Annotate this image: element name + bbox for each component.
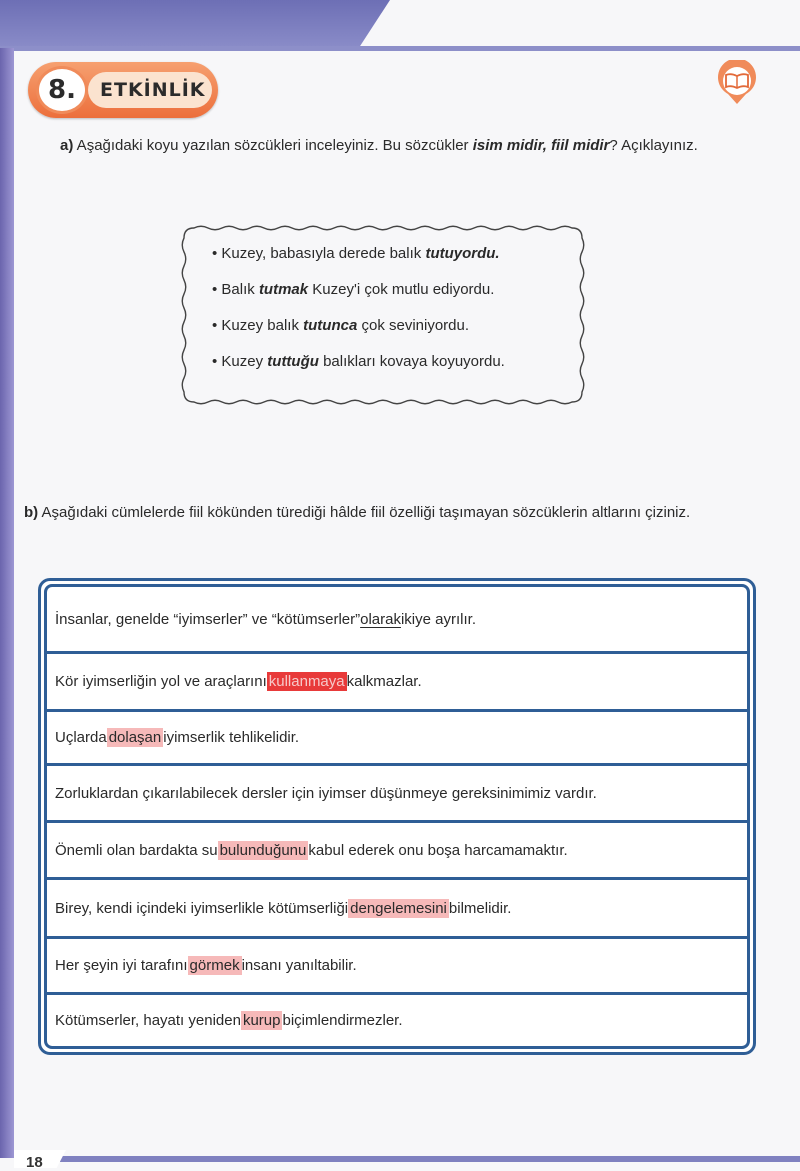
instruction-b-label: b) bbox=[24, 504, 39, 521]
instruction-b-text: Aşağıdaki cümlelerde fiil kökünden türediği hâlde fiil özelliği taşımayan sözcüklerin altlarını çiziniz. bbox=[38, 504, 691, 521]
page-number: 18 bbox=[26, 1154, 43, 1171]
top-rule bbox=[0, 46, 800, 51]
marked-word: görmek bbox=[189, 957, 240, 974]
activity-number: 8. bbox=[36, 66, 88, 114]
marked-word: bulunduğunu bbox=[219, 841, 307, 859]
instruction-a-text: Aşağıdaki koyu yazılan sözcükleri inceleyiniz. Bu sözcükler bbox=[73, 137, 473, 154]
sentence-row: İnsanlar, genelde “iyimserler” ve “kötümserler” olarak ikiye ayrılır. bbox=[47, 587, 747, 654]
instruction-a-text-end: ? Açıklayınız. bbox=[609, 137, 698, 154]
instruction-b bbox=[24, 500, 760, 525]
marked-word: olarak bbox=[360, 610, 401, 628]
marked-word: kurup bbox=[242, 1012, 281, 1029]
sentence-row: Önemli olan bardakta su bulunduğunu kabul ederek onu boşa harcamamaktır. bbox=[47, 823, 747, 880]
instruction-a-label: a) bbox=[60, 137, 74, 154]
bottom-rule bbox=[60, 1156, 800, 1162]
activity-title: ETKİNLİK bbox=[100, 79, 206, 101]
sentence-row: Kötümserler, hayatı yeniden kurup biçimlendirmezler. bbox=[55, 1012, 403, 1029]
marked-word: dengelemesini bbox=[350, 899, 447, 917]
sentence-row: Her şeyin iyi tarafını görmek insanı yanıltabilir. bbox=[47, 939, 747, 995]
book-icon bbox=[714, 60, 760, 106]
example-item: • Balık tutmak Kuzey'i çok mutlu ediyordu. bbox=[212, 281, 495, 298]
example-item: • Kuzey, babasıyla derede balık tutuyordu. bbox=[212, 245, 500, 262]
example-item: • Kuzey balık tutunca çok seviniyordu. bbox=[212, 317, 470, 334]
instruction-a bbox=[60, 137, 698, 154]
marked-word: kullanmaya bbox=[268, 673, 345, 690]
sentence-row: Zorluklardan çıkarılabilecek dersler için iyimser düşünmeye gereksinimimiz vardır. bbox=[47, 766, 747, 823]
example-item: • Kuzey tuttuğu balıkları kovaya koyuyordu. bbox=[212, 353, 505, 370]
sentence-row: Kör iyimserliğin yol ve araçlarını kullanmaya kalkmazlar. bbox=[47, 654, 747, 712]
marked-word: dolaşan bbox=[108, 729, 162, 746]
example-list bbox=[212, 243, 505, 387]
sentence-row: Birey, kendi içindeki iyimserlikle kötümserliği dengelemesini bilmelidir. bbox=[47, 880, 747, 939]
activity-title-box bbox=[88, 72, 212, 108]
sentence-row: Uçlarda dolaşan iyimserlik tehlikelidir. bbox=[47, 712, 747, 766]
top-band bbox=[0, 0, 390, 48]
left-stripe bbox=[0, 48, 14, 1158]
instruction-a-emphasis: isim midir, fiil midir bbox=[472, 137, 610, 154]
